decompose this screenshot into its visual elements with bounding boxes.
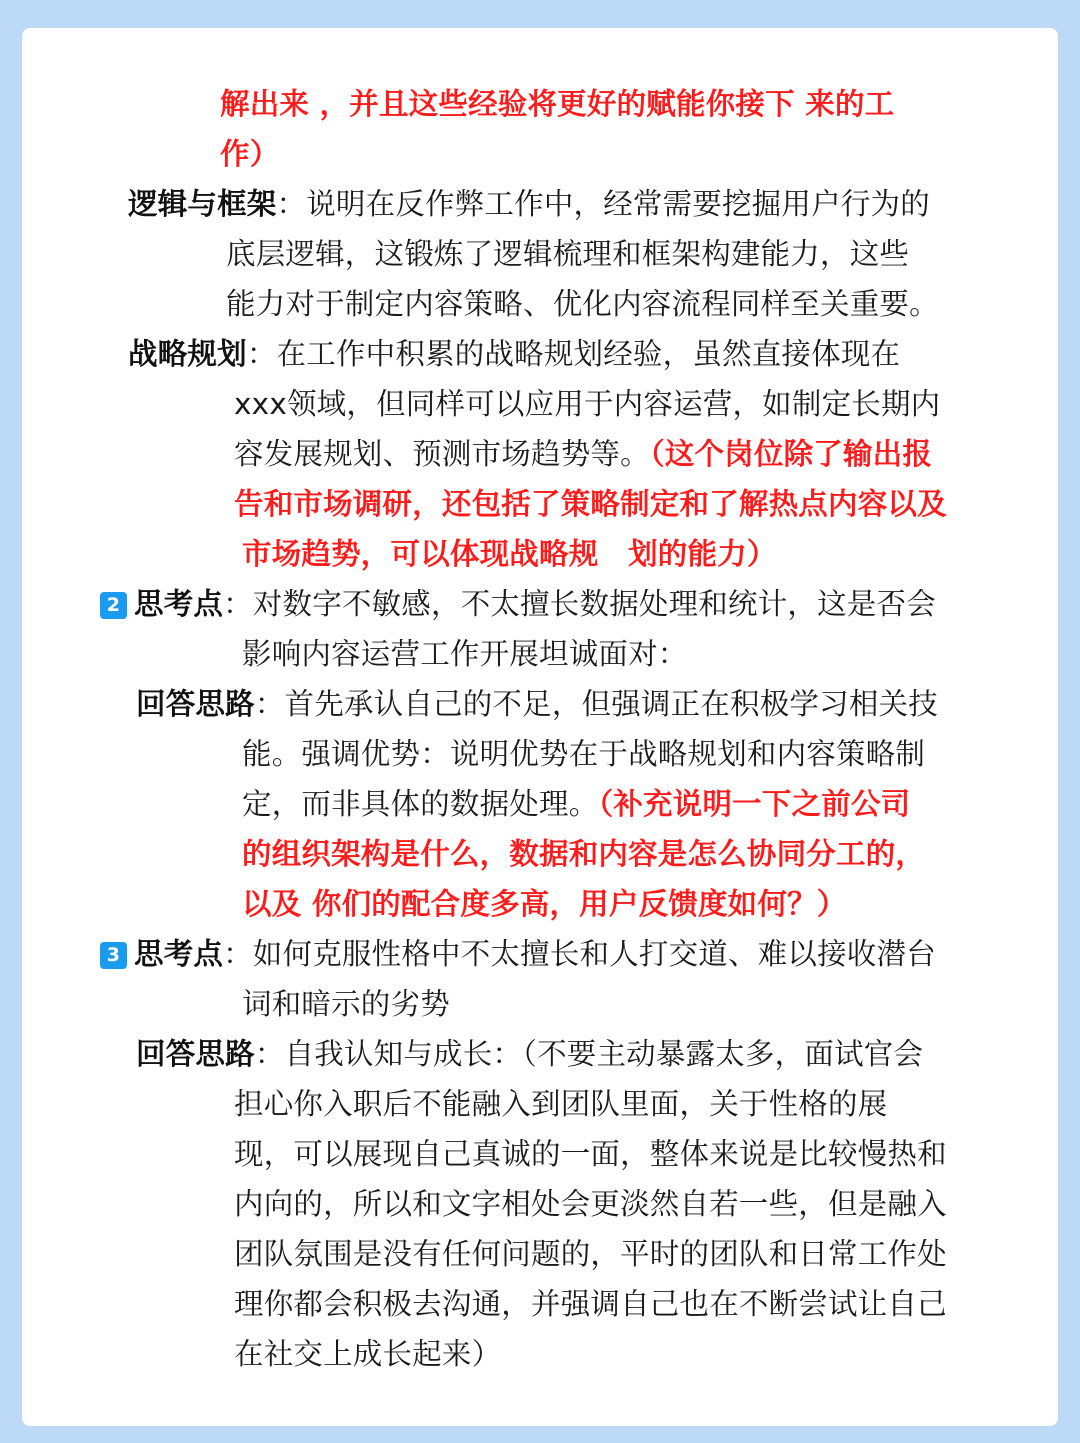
point3-answer-line-5: 团队氛围是没有任何问题的，平时的团队和日常工作处 <box>234 1237 947 1271</box>
point3-answer-line-1 <box>136 1034 923 1074</box>
point3-line-1 <box>100 934 936 974</box>
logic-line-2: 底层逻辑，这锻炼了逻辑梳理和框架构建能力，这些 <box>226 237 910 271</box>
strategy-text-3: 容发展规划、预测市场趋势等。 <box>234 437 650 471</box>
point2-line-1 <box>100 584 936 624</box>
point2-answer-text-1: ：首先承认自己的不足，但强调正在积极学习相关技 <box>254 687 938 721</box>
point2-answer-line-1 <box>136 684 938 724</box>
point2-answer-text-3: 定，而非具体的数据处理。 <box>242 787 599 821</box>
point3-answer-line-4: 内向的，所以和文字相处会更淡然自若一些，但是融入 <box>234 1187 947 1221</box>
strategy-text-1: ：在工作中积累的战略规划经验，虽然直接体现在 <box>246 337 901 371</box>
strategy-red-2: 告和市场调研，还包括了策略制定和了解热点内容以及 <box>234 487 947 521</box>
point3-label: 思考点 <box>134 937 224 971</box>
logic-text-1: ：说明在反作弊工作中，经常需要挖掘用户行为的 <box>276 187 930 221</box>
point2-red-1: （补充说明一下之前公司 <box>598 787 911 821</box>
logic-line-3: 能力对于制定内容策略、优化内容流程同样至关重要。 <box>226 287 939 321</box>
number-3-icon: 3 <box>100 942 127 969</box>
point2-line-2: 影响内容运营工作开展坦诚面对： <box>242 637 688 671</box>
number-2-icon: 2 <box>100 592 127 619</box>
strategy-line-2: xxx领域，但同样可以应用于内容运营，如制定长期内 <box>234 387 941 421</box>
logic-line-1 <box>128 184 930 224</box>
point3-answer-line-3: 现，可以展现自己真诚的一面，整体来说是比较慢热和 <box>234 1137 947 1171</box>
strategy-line-1 <box>128 334 900 374</box>
intro-red-line-2: 作） <box>220 137 280 171</box>
point3-answer-line-7: 在社交上成长起来） <box>234 1337 502 1371</box>
point3-answer-label: 回答思路 <box>136 1037 255 1071</box>
point2-red-3: 以及 你们的配合度多高，用户反馈度如何？） <box>242 887 847 921</box>
point3-answer-line-6: 理你都会积极去沟通，并强调自己也在不断尝试让自己 <box>234 1287 947 1321</box>
point3-answer-line-2: 担心你入职后不能融入到团队里面，关于性格的展 <box>234 1087 888 1121</box>
point2-text-1: ：对数字不敏感，不太擅长数据处理和统计，这是否会 <box>223 587 936 621</box>
strategy-label: 战略规划 <box>128 337 247 371</box>
point3-answer-text-1: ：自我认知与成长：（不要主动暴露太多，面试官会 <box>254 1037 924 1071</box>
logic-label: 逻辑与框架 <box>128 187 277 221</box>
point2-answer-line-2: 能。强调优势：说明优势在于战略规划和内容策略制 <box>242 737 926 771</box>
point2-label: 思考点 <box>134 587 224 621</box>
point2-answer-label: 回答思路 <box>136 687 255 721</box>
strategy-red-3: 市场趋势，可以体现战略规 划的能力） <box>242 537 777 571</box>
strategy-red-1: （这个岗位除了输出报 <box>649 437 933 471</box>
point2-red-2: 的组织架构是什么，数据和内容是怎么协同分工的， <box>242 837 926 871</box>
point3-text-1: ：如何克服性格中不太擅长和人打交道、难以接收潜台 <box>223 937 936 971</box>
intro-red-line-1: 解出来 ，并且这些经验将更好的赋能你接下 来的工 <box>220 87 895 121</box>
point2-answer-line-3 <box>242 784 910 824</box>
strategy-line-3 <box>234 434 932 474</box>
point3-line-2: 词和暗示的劣势 <box>242 987 450 1021</box>
